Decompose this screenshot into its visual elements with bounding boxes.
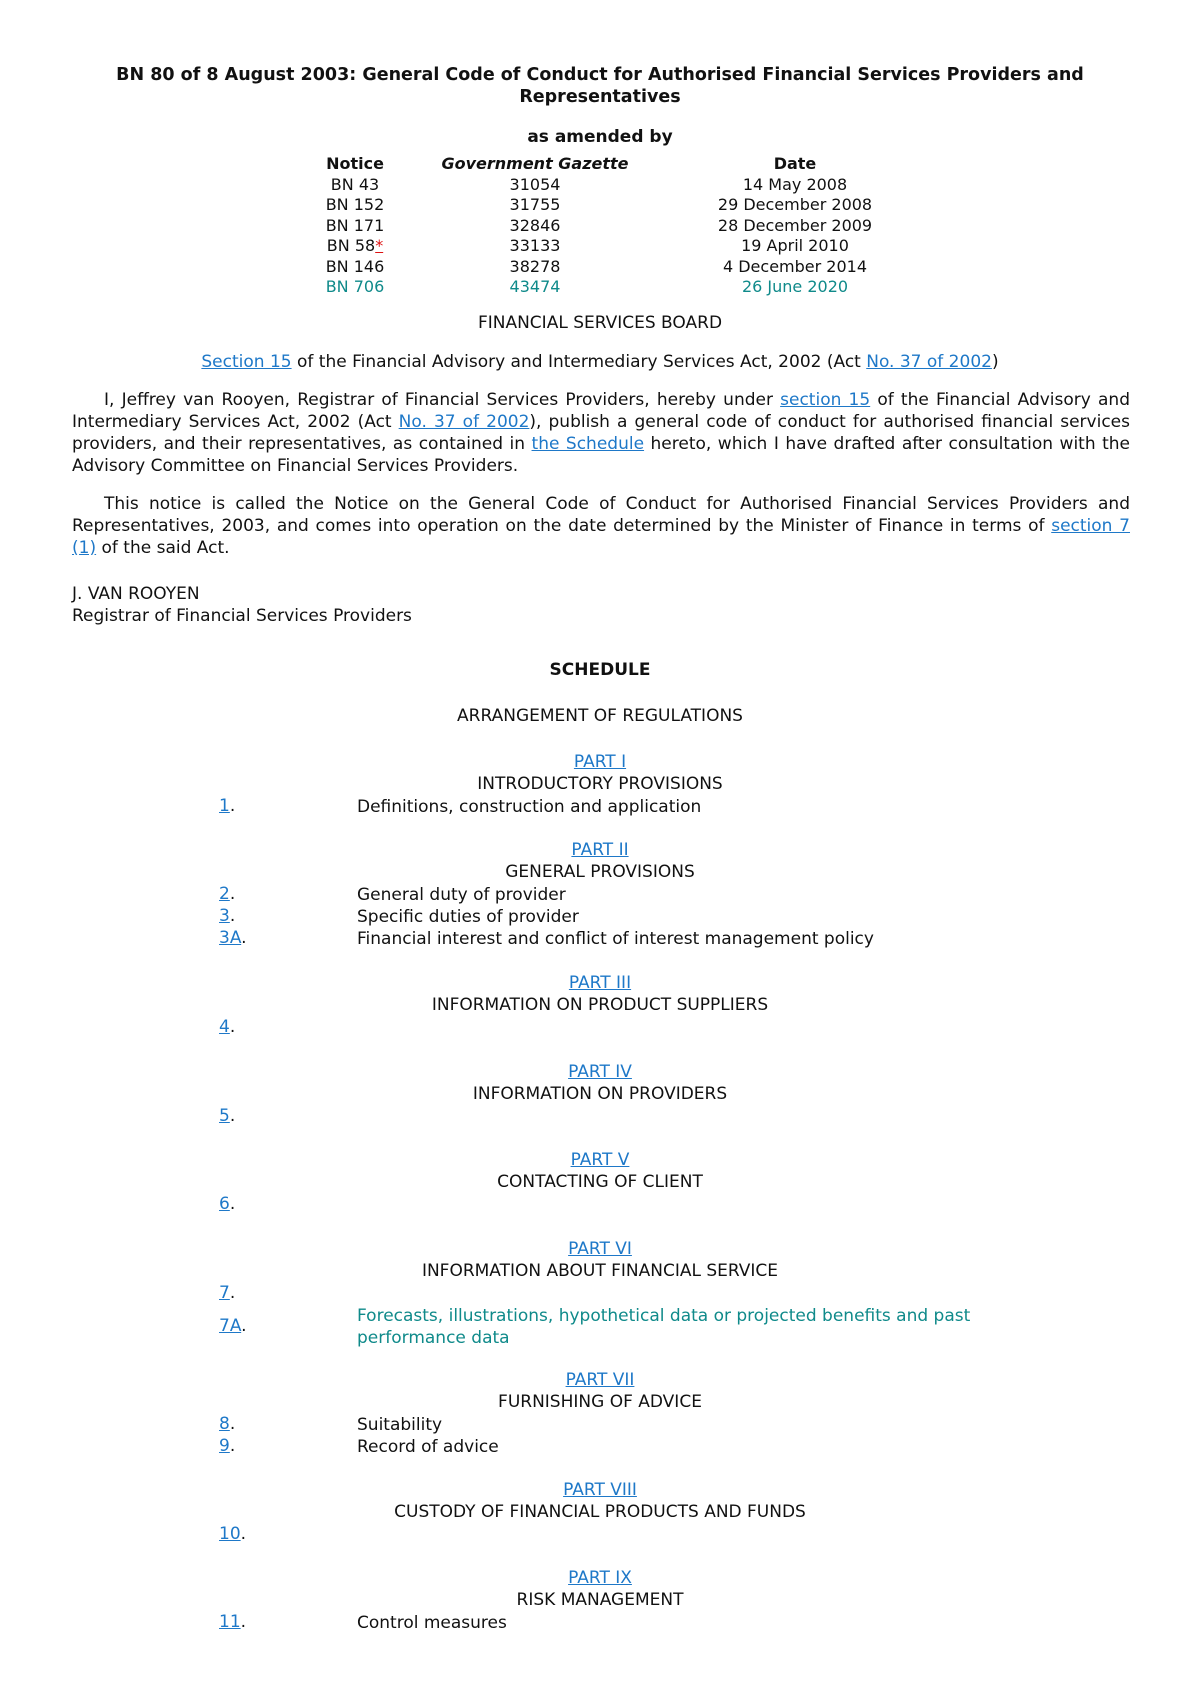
section-15-link[interactable]: section 15 — [780, 390, 871, 410]
regulation-link[interactable]: 6 — [219, 1194, 230, 1214]
amendment-notice: BN 58* — [326, 236, 384, 256]
act-reference: Section 15 of the Financial Advisory and Intermediary Services Act, 2002 (Act No. 37 of 2002) — [201, 352, 999, 372]
section-7-1-link[interactable]: section 7 (1) — [72, 516, 1130, 558]
header-gazette: Government Gazette — [441, 154, 629, 174]
regulation-number: 1. — [219, 796, 236, 816]
regulation-number: 7. — [219, 1283, 236, 1303]
regulation-title: Financial interest and conflict of interest management policy — [357, 929, 874, 949]
amendment-date: 14 May 2008 — [742, 174, 848, 194]
regulation-number: 6. — [219, 1194, 236, 1214]
part-link[interactable]: PART VIII — [563, 1480, 637, 1500]
amendment-gazette: 38278 — [509, 256, 561, 276]
regulation-title: Definitions, construction and application — [357, 797, 702, 817]
part-link[interactable]: PART VII — [565, 1370, 635, 1390]
amendment-notice: BN 152 — [325, 195, 385, 215]
amendment-row — [300, 236, 930, 257]
amendment-date: 29 December 2008 — [717, 195, 873, 215]
regulation-number: 4. — [219, 1017, 236, 1037]
regulation-number: 9. — [219, 1436, 236, 1456]
regulation-title-amended: Forecasts, illustrations, hypothetical data or projected benefits and past performance data — [357, 1306, 971, 1348]
regulation-number: 8. — [219, 1414, 236, 1434]
regulation-title: Control measures — [357, 1613, 507, 1633]
amendments-header-row — [300, 154, 930, 175]
part-title: INTRODUCTORY PROVISIONS — [477, 774, 723, 794]
board-name: FINANCIAL SERVICES BOARD — [477, 313, 723, 333]
part-title: INFORMATION ON PROVIDERS — [472, 1084, 728, 1104]
amendment-date: 19 April 2010 — [741, 236, 849, 256]
regulation-link[interactable]: 8 — [219, 1414, 230, 1434]
part-link[interactable]: PART I — [573, 752, 627, 772]
regulation-link[interactable]: 3 — [219, 906, 230, 926]
header-date: Date — [773, 154, 817, 174]
amendment-row — [300, 175, 930, 196]
regulation-title: Record of advice — [357, 1437, 499, 1457]
regulation-number: 11. — [219, 1612, 247, 1632]
amendment-row — [300, 216, 930, 237]
header-notice: Notice — [326, 154, 384, 174]
part-link[interactable]: PART IV — [568, 1062, 632, 1082]
part-title: RISK MANAGEMENT — [516, 1590, 684, 1610]
amendment-gazette: 31755 — [509, 195, 561, 215]
amendment-row-highlighted — [300, 277, 930, 298]
regulation-link[interactable]: 11 — [219, 1612, 241, 1632]
amendment-notice: BN 171 — [325, 215, 385, 235]
amendment-row — [300, 257, 930, 278]
amendment-date: 26 June 2020 — [741, 277, 849, 297]
amendment-gazette: 33133 — [509, 236, 561, 256]
regulation-number: 5. — [219, 1106, 236, 1126]
signatory-name: J. VAN ROOYEN — [72, 584, 200, 604]
amendment-notice: BN 706 — [325, 277, 385, 297]
footnote-marker-link[interactable]: * — [375, 236, 384, 256]
regulation-link[interactable]: 3A — [219, 928, 242, 948]
part-link[interactable]: PART V — [570, 1150, 630, 1170]
regulation-number: 10. — [219, 1524, 247, 1544]
regulation-link[interactable]: 10 — [219, 1524, 241, 1544]
signatory-title: Registrar of Financial Services Providers — [72, 606, 412, 626]
regulation-number: 3. — [219, 906, 236, 926]
schedule-heading: SCHEDULE — [549, 660, 651, 680]
regulation-link[interactable]: 2 — [219, 884, 230, 904]
amendment-date: 28 December 2009 — [717, 215, 873, 235]
regulation-title: General duty of provider — [357, 885, 566, 905]
regulation-title: Specific duties of provider — [357, 907, 579, 927]
regulation-link[interactable]: 7 — [219, 1283, 230, 1303]
schedule-link[interactable]: the Schedule — [531, 434, 645, 454]
part-title: CUSTODY OF FINANCIAL PRODUCTS AND FUNDS — [394, 1502, 806, 1522]
regulation-link[interactable]: 7A — [219, 1316, 242, 1336]
part-link[interactable]: PART II — [571, 840, 629, 860]
amendment-gazette: 43474 — [509, 277, 561, 297]
amendment-gazette: 32846 — [509, 215, 561, 235]
document-title: BN 80 of 8 August 2003: General Code of Conduct for Authorised Financial Services Providers and Representatives — [116, 65, 1084, 107]
paragraph-commencement: This notice is called the Notice on the General Code of Conduct for Authorised Financial Services Providers and Representatives, 2003, and comes into operation on the date determined by the Minister of Finance in terms of section 7 (1) of the said Act. — [72, 494, 1130, 558]
regulation-number: 3A. — [219, 928, 247, 948]
regulation-number: 2. — [219, 884, 236, 904]
regulation-link[interactable]: 1 — [219, 796, 230, 816]
part-title: GENERAL PROVISIONS — [505, 862, 695, 882]
amendment-notice: BN 43 — [330, 174, 380, 194]
section-15-link[interactable]: Section 15 — [201, 352, 292, 372]
amendment-date: 4 December 2014 — [722, 256, 868, 276]
amendment-gazette: 31054 — [509, 174, 561, 194]
amendment-row — [300, 195, 930, 216]
arrangement-heading: ARRANGEMENT OF REGULATIONS — [457, 706, 743, 726]
regulation-number: 7A. — [219, 1316, 247, 1336]
part-title: FURNISHING OF ADVICE — [498, 1392, 702, 1412]
regulation-link[interactable]: 9 — [219, 1436, 230, 1456]
amendments-table — [300, 154, 930, 298]
regulation-link[interactable]: 4 — [219, 1017, 230, 1037]
amended-by-label: as amended by — [527, 127, 673, 147]
regulation-title: Suitability — [357, 1415, 443, 1435]
part-link[interactable]: PART III — [568, 973, 632, 993]
amendment-notice: BN 146 — [325, 256, 385, 276]
part-title: CONTACTING OF CLIENT — [497, 1172, 703, 1192]
act-no-37-link[interactable]: No. 37 of 2002 — [866, 352, 992, 372]
part-title: INFORMATION ABOUT FINANCIAL SERVICE — [421, 1261, 779, 1281]
part-title: INFORMATION ON PRODUCT SUPPLIERS — [431, 995, 769, 1015]
part-link[interactable]: PART IX — [568, 1568, 632, 1588]
part-link[interactable]: PART VI — [568, 1239, 632, 1259]
act-no-37-link[interactable]: No. 37 of 2002 — [398, 412, 530, 432]
paragraph-publication: I, Jeffrey van Rooyen, Registrar of Financial Services Providers, hereby under section 15 of the Financial Advisory and Intermediary Services Act, 2002 (Act No. 37 of 2002), publish a general code of conduct for authorised financial services providers, and their representatives, as contained in the Schedule hereto, which I have drafted after consultation with the Advisory Committee on Financial Services Providers. — [72, 390, 1130, 476]
regulation-link[interactable]: 5 — [219, 1106, 230, 1126]
